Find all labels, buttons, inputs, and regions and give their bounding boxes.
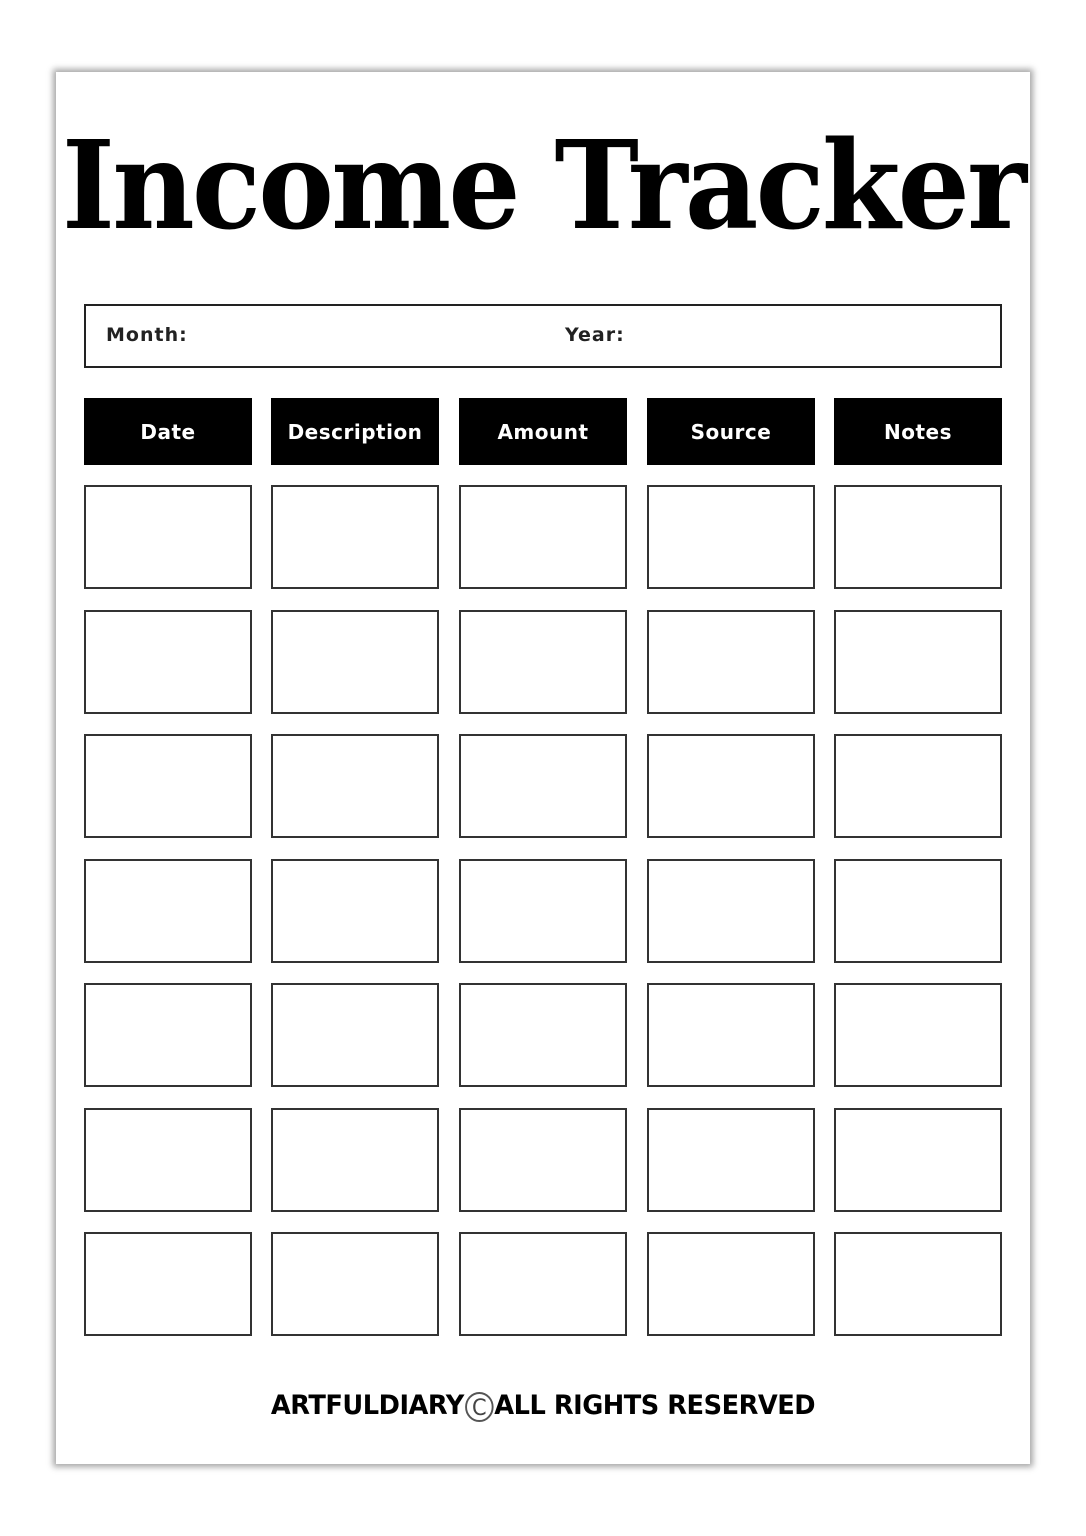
entry-cell-source[interactable] [647,1108,815,1212]
column-header-source: Source [647,398,815,465]
entry-cell-amount[interactable] [459,859,627,963]
entry-cell-notes[interactable] [834,734,1002,838]
entry-cell-amount[interactable] [459,1108,627,1212]
entry-cell-description[interactable] [271,485,439,589]
entry-cell-source[interactable] [647,734,815,838]
entry-cell-amount[interactable] [459,610,627,714]
entry-cell-source[interactable] [647,610,815,714]
entry-cell-amount[interactable] [459,734,627,838]
copyright-icon: C [465,1392,494,1422]
footer-copyright [27,1390,1059,1422]
entry-cell-description[interactable] [271,1232,439,1336]
entry-cell-description[interactable] [271,1108,439,1212]
entry-cell-date[interactable] [84,859,252,963]
entry-cell-source[interactable] [647,485,815,589]
entry-cell-date[interactable] [84,610,252,714]
entry-cell-notes[interactable] [834,1108,1002,1212]
footer-rights: ALL RIGHTS RESERVED [494,1390,816,1421]
month-label: Month: [106,324,188,346]
column-header-description: Description [271,398,439,465]
entry-cell-date[interactable] [84,983,252,1087]
entry-cell-description[interactable] [271,610,439,714]
entry-cell-notes[interactable] [834,485,1002,589]
column-header-date: Date [84,398,252,465]
year-label: Year: [565,324,625,346]
entry-cell-amount[interactable] [459,485,627,589]
entry-cell-description[interactable] [271,734,439,838]
entry-cell-date[interactable] [84,1108,252,1212]
entry-cell-notes[interactable] [834,1232,1002,1336]
entry-cell-notes[interactable] [834,983,1002,1087]
footer-brand: ARTFULDIARY [270,1390,464,1421]
entry-cell-source[interactable] [647,859,815,963]
entry-cell-source[interactable] [647,1232,815,1336]
month-year-box [84,304,1002,368]
entry-cell-description[interactable] [271,983,439,1087]
page-title: Income Tracker [61,113,1025,257]
column-header-amount: Amount [459,398,627,465]
column-header-notes: Notes [834,398,1002,465]
entry-cell-notes[interactable] [834,859,1002,963]
entry-cell-date[interactable] [84,734,252,838]
entry-cell-amount[interactable] [459,983,627,1087]
entry-cell-date[interactable] [84,485,252,589]
entry-cell-date[interactable] [84,1232,252,1336]
entry-cell-source[interactable] [647,983,815,1087]
entry-cell-notes[interactable] [834,610,1002,714]
entry-cell-description[interactable] [271,859,439,963]
entry-cell-amount[interactable] [459,1232,627,1336]
